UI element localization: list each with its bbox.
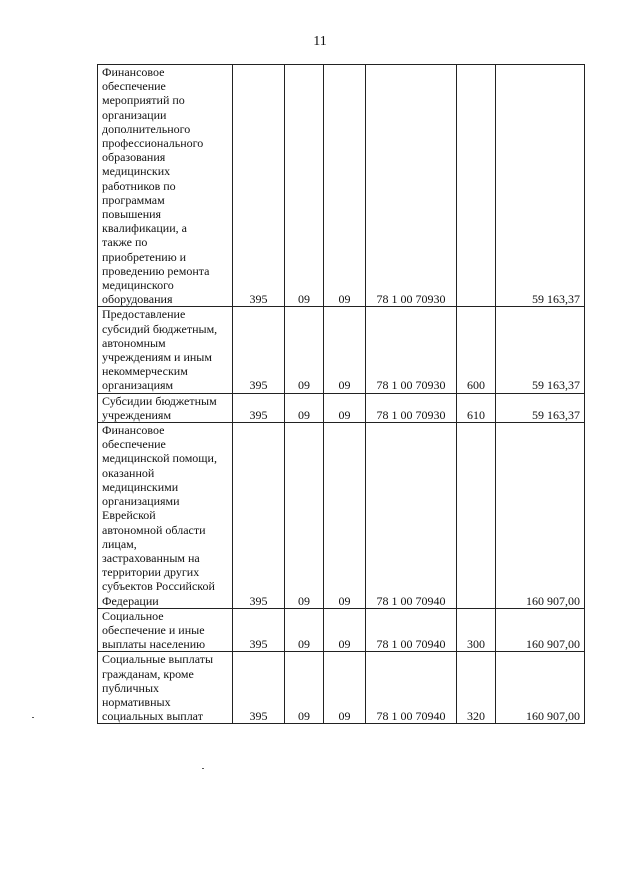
row-name-line: квалификации, а	[102, 221, 187, 236]
row-name-line: автономной области	[102, 522, 206, 537]
row-name-line: медицинскими	[102, 479, 179, 494]
cell-podrazdel: 09	[324, 652, 366, 724]
row-name-line: дополнительного	[102, 121, 191, 136]
row-name-line: гражданам, кроме	[102, 666, 194, 681]
row-name-line: выплаты населению	[102, 637, 206, 652]
table-row	[98, 393, 585, 422]
cell-sum: 59 163,37	[496, 65, 585, 307]
row-name-line: Субсидии бюджетным	[102, 393, 217, 408]
cell-vr	[457, 423, 496, 609]
row-name-line: учреждениям	[102, 407, 172, 422]
cell-csr: 78 1 00 70930	[366, 65, 457, 307]
row-name-cell	[98, 307, 233, 393]
row-name-line: нормативных	[102, 694, 171, 709]
cell-podrazdel: 09	[324, 608, 366, 652]
row-name-line: организации	[102, 107, 167, 122]
cell-vr: 300	[457, 608, 496, 652]
cell-razdel: 09	[285, 65, 324, 307]
row-name-line: образования	[102, 150, 166, 165]
row-name-cell	[98, 652, 233, 724]
table-row	[98, 307, 585, 393]
row-name-line: учреждениям и иным	[102, 350, 212, 365]
row-name-line: оказанной	[102, 465, 155, 480]
cell-sum: 160 907,00	[496, 423, 585, 609]
cell-podrazdel: 09	[324, 307, 366, 393]
row-name-line: организациями	[102, 494, 180, 509]
budget-table	[97, 64, 585, 724]
row-name-line: также по	[102, 235, 148, 250]
row-name-line: Федерации	[102, 593, 159, 608]
row-name-cell	[98, 393, 233, 422]
cell-sum: 59 163,37	[496, 393, 585, 422]
row-name-line: некоммерческим	[102, 364, 188, 379]
cell-csr: 78 1 00 70930	[366, 393, 457, 422]
table-row	[98, 423, 585, 609]
cell-ved: 395	[233, 393, 285, 422]
row-name-line: профессионального	[102, 136, 204, 151]
cell-podrazdel: 09	[324, 423, 366, 609]
cell-razdel: 09	[285, 608, 324, 652]
row-name-line: территории других	[102, 565, 200, 580]
row-name-line: обеспечение и иные	[102, 622, 205, 637]
cell-sum: 160 907,00	[496, 608, 585, 652]
row-name-cell	[98, 65, 233, 307]
row-name-line: оборудования	[102, 292, 173, 307]
row-name-line: лицам,	[102, 536, 137, 551]
cell-ved: 395	[233, 652, 285, 724]
row-name-line: автономным	[102, 335, 166, 350]
row-name-line: мероприятий по	[102, 93, 185, 108]
cell-podrazdel: 09	[324, 393, 366, 422]
cell-sum: 160 907,00	[496, 652, 585, 724]
row-name-line: субсидий бюджетным,	[102, 321, 218, 336]
cell-razdel: 09	[285, 423, 324, 609]
cell-csr: 78 1 00 70930	[366, 307, 457, 393]
cell-vr: 320	[457, 652, 496, 724]
row-name-line: организациям	[102, 378, 174, 393]
cell-ved: 395	[233, 307, 285, 393]
cell-vr: 600	[457, 307, 496, 393]
cell-razdel: 09	[285, 393, 324, 422]
row-name-line: обеспечение	[102, 437, 166, 452]
row-name-line: Предоставление	[102, 307, 186, 322]
cell-csr: 78 1 00 70940	[366, 652, 457, 724]
scan-speck	[32, 717, 34, 718]
cell-csr: 78 1 00 70940	[366, 608, 457, 652]
cell-razdel: 09	[285, 307, 324, 393]
row-name-line: медицинского	[102, 278, 174, 293]
cell-razdel: 09	[285, 652, 324, 724]
cell-vr: 610	[457, 393, 496, 422]
row-name-line: Финансовое	[102, 65, 165, 79]
cell-ved: 395	[233, 65, 285, 307]
row-name-line: Еврейской	[102, 508, 156, 523]
page-number: 11	[313, 34, 327, 49]
cell-csr: 78 1 00 70940	[366, 423, 457, 609]
row-name-line: медицинских	[102, 164, 171, 179]
row-name-line: Социальные выплаты	[102, 652, 214, 667]
table-row	[98, 652, 585, 724]
cell-podrazdel: 09	[324, 65, 366, 307]
row-name-line: работников по	[102, 178, 176, 193]
row-name-cell	[98, 423, 233, 609]
row-name-line: социальных выплат	[102, 709, 203, 724]
table-row	[98, 65, 585, 307]
row-name-line: проведению ремонта	[102, 263, 210, 278]
table-row	[98, 608, 585, 652]
row-name-cell	[98, 608, 233, 652]
cell-ved: 395	[233, 608, 285, 652]
cell-ved: 395	[233, 423, 285, 609]
budget-table-body	[98, 65, 585, 724]
row-name-line: повышения	[102, 207, 162, 222]
row-name-line: приобретению и	[102, 249, 187, 264]
row-name-line: обеспечение	[102, 79, 166, 94]
row-name-line: застрахованным на	[102, 550, 200, 565]
scan-speck	[202, 768, 204, 769]
row-name-line: Финансовое	[102, 423, 165, 438]
row-name-line: публичных	[102, 680, 159, 695]
row-name-line: программам	[102, 192, 165, 207]
cell-vr	[457, 65, 496, 307]
row-name-line: субъектов Российской	[102, 579, 215, 594]
cell-sum: 59 163,37	[496, 307, 585, 393]
row-name-line: медицинской помощи,	[102, 451, 217, 466]
row-name-line: Социальное	[102, 608, 164, 623]
